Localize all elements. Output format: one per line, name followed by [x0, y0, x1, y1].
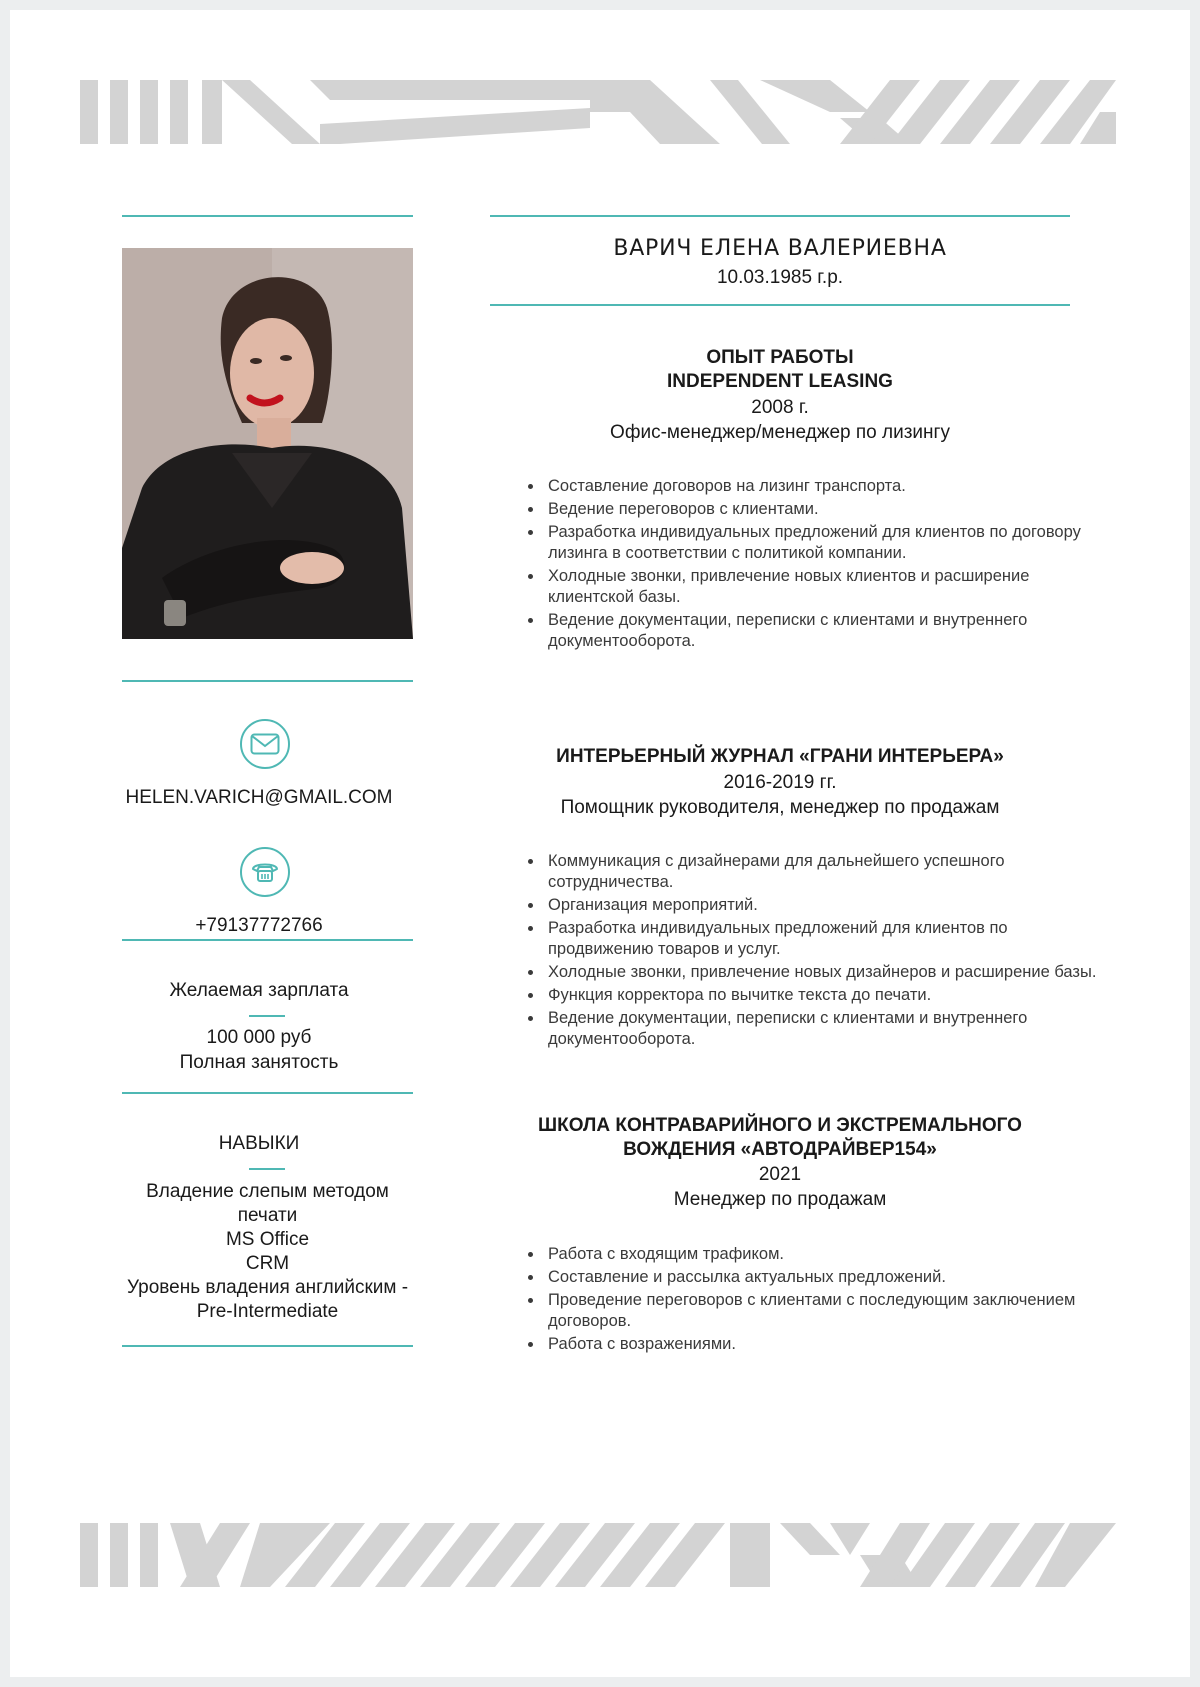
- person-name: ВАРИЧ ЕЛЕНА ВАЛЕРИЕВНА: [613, 236, 947, 261]
- duty-item: • Организация мероприятий.: [544, 895, 1104, 916]
- duty-item: • Холодные звонки, привлечение новых дизайнеров и расширение базы.: [544, 962, 1104, 983]
- job-duties-list: [512, 1244, 1104, 1357]
- skill-item: CRM: [245, 1253, 290, 1274]
- job-position: Офис-менеджер/менеджер по лизингу: [610, 422, 950, 443]
- contacts-bottom-rule: [122, 939, 413, 941]
- duty-item: • Работа с входящим трафиком.: [544, 1244, 1104, 1265]
- left-top-rule: [122, 215, 413, 217]
- duty-item: • Работа с возражениями.: [544, 1334, 1104, 1355]
- salary-label: Желаемая зарплата: [169, 980, 349, 1001]
- duty-item: • Ведение документации, переписки с клиентами и внутреннего документооборота.: [544, 610, 1104, 652]
- skills-list: [115, 1180, 420, 1324]
- skill-item: Владение слепым методом печати: [146, 1181, 389, 1226]
- salary-mini-rule: [249, 1015, 285, 1017]
- duty-item: • Ведение переговоров с клиентами.: [544, 499, 1104, 520]
- job-period: 2008 г.: [751, 397, 809, 418]
- photo-bottom-rule: [122, 680, 413, 682]
- phone-text[interactable]: +79137772766: [195, 915, 323, 936]
- duty-item: • Ведение документации, переписки с клиентами и внутреннего документооборота.: [544, 1008, 1104, 1050]
- job-position: Помощник руководителя, менеджер по продажам: [560, 797, 1000, 818]
- duty-item: • Функция корректора по вычитке текста до печати.: [544, 985, 1104, 1006]
- job-period: 2016-2019 гг.: [723, 772, 837, 793]
- skills-title: НАВЫКИ: [218, 1133, 300, 1154]
- job-position: Менеджер по продажам: [673, 1189, 887, 1210]
- duty-item: • Коммуникация с дизайнерами для дальнейшего успешного сотрудничества.: [544, 851, 1104, 893]
- duty-item: • Составление и рассылка актуальных предложений.: [544, 1267, 1104, 1288]
- top-decorative-banner: [70, 72, 1120, 148]
- salary-amount: 100 000 руб: [206, 1027, 312, 1048]
- skills-bottom-rule: [122, 1345, 413, 1347]
- duty-item: • Холодные звонки, привлечение новых клиентов и расширение клиентской базы.: [544, 566, 1104, 608]
- duty-item: • Разработка индивидуальных предложений для клиентов по продвижению товаров и услуг.: [544, 918, 1104, 960]
- duty-item: • Проведение переговоров с клиентами с последующим заключением договоров.: [544, 1290, 1104, 1332]
- duty-item: • Составление договоров на лизинг транспорта.: [544, 476, 1104, 497]
- job-period: 2021: [758, 1164, 802, 1185]
- header-bottom-rule: [490, 304, 1070, 306]
- job-duties-list: [512, 476, 1104, 654]
- skill-item: MS Office: [225, 1229, 310, 1250]
- date-of-birth: 10.03.1985 г.р.: [716, 267, 844, 288]
- duty-item: • Разработка индивидуальных предложений для клиентов по договору лизинга в соответствии с политикой компании.: [544, 522, 1104, 564]
- job-company: ШКОЛА КОНТРАВАРИЙНОГО И ЭКСТРЕМАЛЬНОГО ВОЖДЕНИЯ «АВТОДРАЙВЕР154»: [538, 1115, 1022, 1160]
- job-company: ИНТЕРЬЕРНЫЙ ЖУРНАЛ «ГРАНИ ИНТЕРЬЕРА»: [556, 746, 1004, 767]
- job-company: INDEPENDENT LEASING: [667, 371, 893, 392]
- bottom-decorative-banner: [70, 1515, 1120, 1591]
- job-duties-list: [512, 851, 1104, 1052]
- phone-icon-circle: [240, 847, 290, 897]
- telephone-icon: [250, 860, 280, 884]
- profile-photo: [122, 248, 413, 639]
- experience-title: ОПЫТ РАБОТЫ: [706, 347, 854, 368]
- employment-type: Полная занятость: [179, 1052, 339, 1073]
- skill-item: Уровень владения английским - Pre-Intermediate: [126, 1277, 409, 1322]
- email-text[interactable]: HELEN.VARICH@GMAIL.COM: [125, 787, 393, 808]
- salary-bottom-rule: [122, 1092, 413, 1094]
- skills-mini-rule: [249, 1168, 285, 1170]
- header-top-rule: [490, 215, 1070, 217]
- envelope-icon: [250, 733, 280, 755]
- email-icon-circle: [240, 719, 290, 769]
